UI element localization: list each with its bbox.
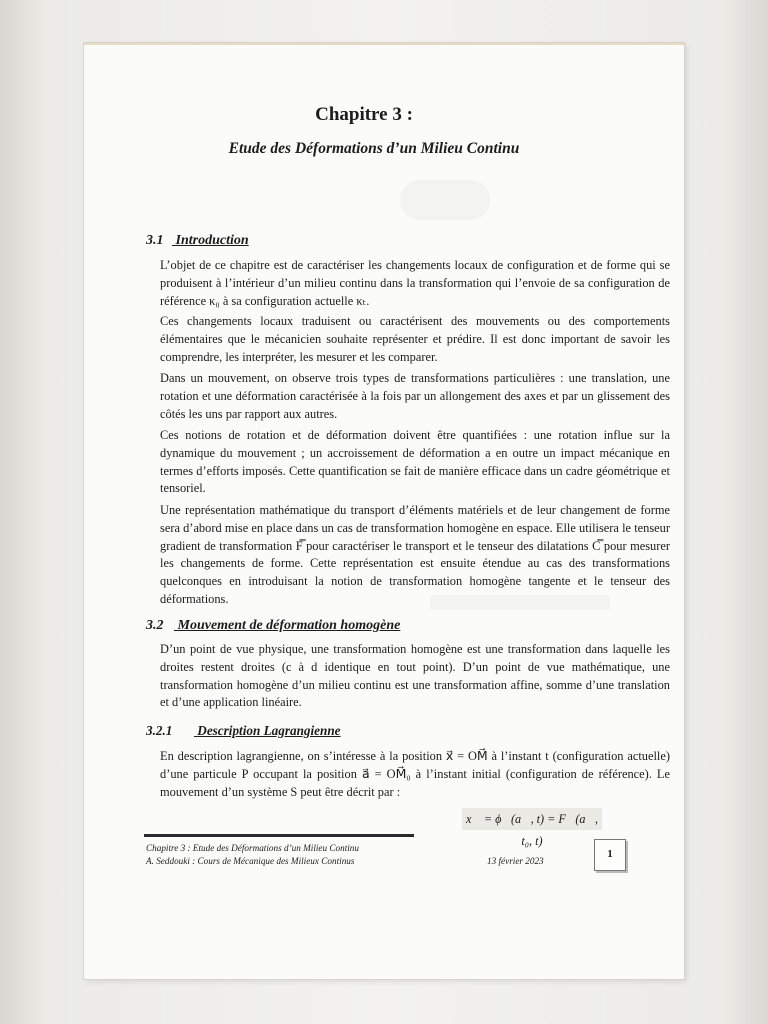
paragraph-objectif: L’objet de ce chapitre est de caractériser les changements locaux de configuration et de forme qui se produisent à l’intérieur d’un milieu continu dans la transformation qui l’envoie de sa configuration de référence κ₀ à sa configuration actuelle κₜ. xyxy=(160,258,670,308)
paragraph-types-transformations: Dans un mouvement, on observe trois types de transformations particulières : une translation, une rotation et une déformation caractérisée à la fois par un allongement des axes et par un glissement des côtés les uns par rapport aux autres. xyxy=(160,371,670,421)
chapter-subtitle: Etude des Déformations d’un Milieu Continu xyxy=(228,140,520,157)
paragraph-quantification: Ces notions de rotation et de déformation doivent être quantifiées : une rotation influe sur la dynamique du mouvement ; un accroissement de déformation a en outre un impact mécanique en termes d’efforts imposés. Cette quantification se fait de manière efficace dans un cadre géométrique et tensoriel. xyxy=(160,428,670,496)
section-title: Introduction xyxy=(175,233,249,248)
subsection-title: Description Lagrangienne xyxy=(197,723,341,738)
section-number: 3.1 xyxy=(146,233,164,248)
footer-chapter-line: Chapitre 3 : Etude des Déformations d’un Milieu Continu xyxy=(146,843,359,853)
section-heading-mouvement-homogene xyxy=(146,618,400,634)
section-title: Mouvement de déformation homogène xyxy=(177,618,401,633)
paragraph-representation: Une représentation mathématique du transport d’éléments matériels et de leur changement de forme sera d’abord mise en place dans un cas de transformation homogène en espace. Elle utilisera le tenseur gradient de transformation F̿ pour caractériser le transport et le tenseur des dilatations C̿ pour mesurer les changements de forme. Cette représentation est ensuite étendue au cas des transformations quelconques en introduisant la notion de transformation homogène tangente et le tenseur des déformations. xyxy=(160,503,670,606)
chapter-title: Chapitre 3 : xyxy=(315,104,413,125)
section-number: 3.2 xyxy=(146,618,164,633)
equation-mouvement: x⃗ = ϕ⃗(a⃗, t) = F⃗(a⃗, t₀, t) xyxy=(462,808,602,830)
page-number: 1 xyxy=(594,839,626,871)
section-heading-introduction xyxy=(146,233,249,249)
subsection-number: 3.2.1 xyxy=(146,723,173,738)
bleed-through-mark xyxy=(400,180,490,220)
paragraph-description-lagrangienne: En description lagrangienne, on s’intéresse à la position x⃗ = OM⃗ à l’instant t (configuration actuelle) d’une particule P occupant la position a⃗ = OM⃗₀ à l’instant initial (configuration de référence). Le mouvement d’un système S peut être décrit par : xyxy=(160,749,670,799)
subsection-heading-lagrangienne xyxy=(146,723,341,739)
footer-rule xyxy=(144,834,414,837)
footer-date: 13 février 2023 xyxy=(487,856,544,866)
footer-author-line: A. Seddouki : Cours de Mécanique des Milieux Continus xyxy=(146,856,355,866)
paragraph-transformation-homogene: D’un point de vue physique, une transformation homogène est une transformation dans laquelle les droites restent droites (c à d identique en tout point). D’un point de vue mathématique, une transformation homogène d’un milieu continu est une transformation affine, somme d’une translation et d’une application linéaire. xyxy=(160,642,670,710)
paragraph-changements-locaux: Ces changements locaux traduisent ou caractérisent des mouvements ou des comportements élémentaires que le mécanicien souhaite représenter et prédire. Il est donc important de savoir les comprendre, les interpréter, les mesurer et les comparer. xyxy=(160,314,670,364)
